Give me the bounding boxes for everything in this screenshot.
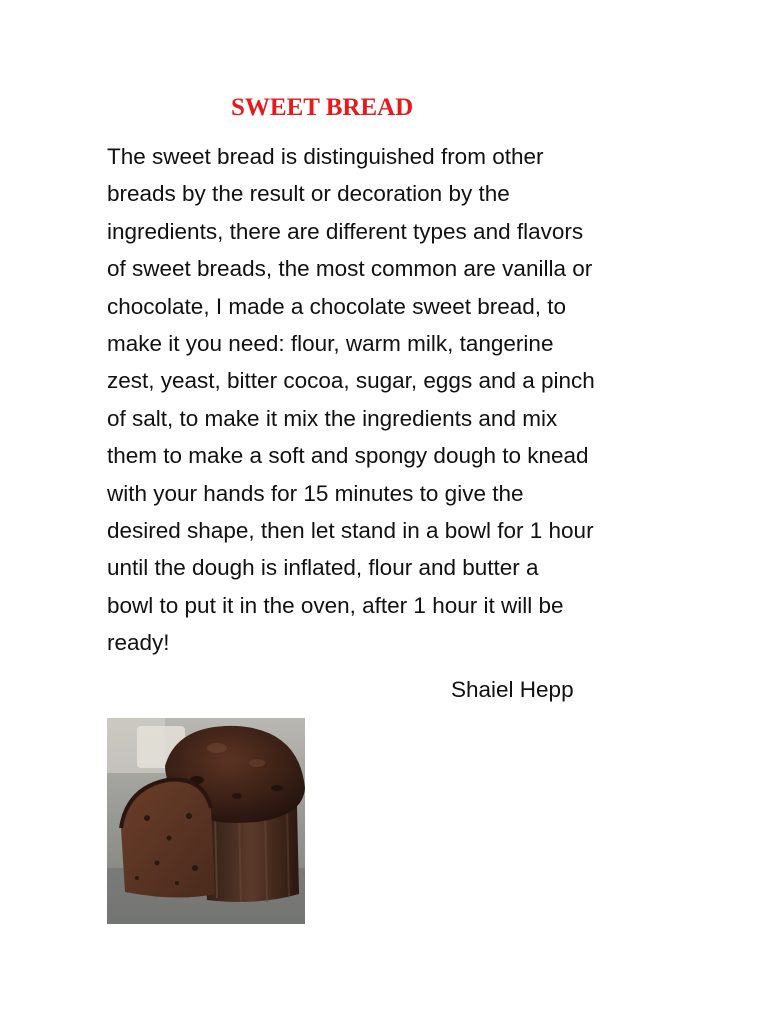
body-line: make it you need: flour, warm milk, tangerine xyxy=(107,331,554,357)
body-line: chocolate, I made a chocolate sweet bread, to xyxy=(107,293,567,319)
body-line: until the dough is inflated, flour and butter a xyxy=(107,555,539,581)
body-line: The sweet bread is distinguished from other xyxy=(107,144,544,169)
sweet-bread-photo xyxy=(107,718,305,924)
body-line: of salt, to make it mix the ingredients and mix xyxy=(107,405,558,431)
author-name: Shaiel Hepp xyxy=(451,677,574,702)
body-line: breads by the result or decoration by the xyxy=(107,181,510,207)
document-title: SWEET BREAD xyxy=(231,94,414,121)
body-line: them to make a soft and spongy dough to knead xyxy=(107,443,589,469)
sweet-bread-illustration xyxy=(107,718,305,924)
body-line: zest, yeast, bitter cocoa, sugar, eggs and a pinch xyxy=(107,368,595,394)
body-line: bowl to put it in the oven, after 1 hour it will be xyxy=(107,592,564,618)
body-line: desired shape, then let stand in a bowl for 1 hour xyxy=(107,518,594,544)
body-line: of sweet breads, the most common are vanilla or xyxy=(107,256,593,282)
body-line: with your hands for 15 minutes to give the xyxy=(107,480,524,506)
body-line: ready! xyxy=(107,630,170,656)
body-line: ingredients, there are different types and flavors xyxy=(107,218,584,244)
body-paragraph xyxy=(107,138,667,662)
